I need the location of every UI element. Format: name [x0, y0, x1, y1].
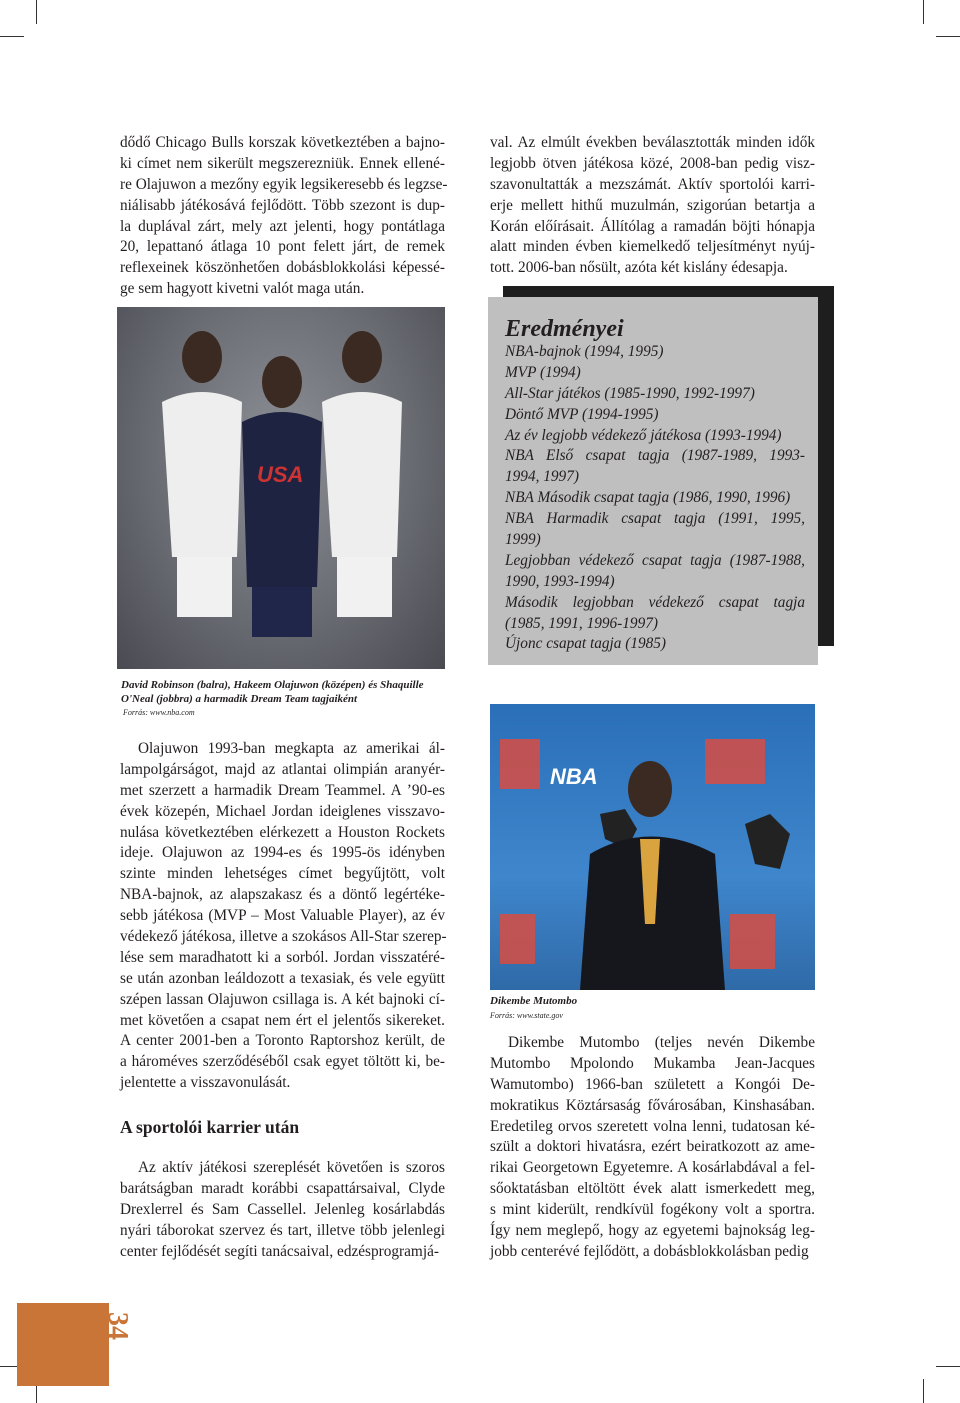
text-line: nyári táborokat szervez és tart, illetve több jelenlegi: [120, 1221, 445, 1239]
text-line: szépen lassan Olajuwon csillaga is. A két bajnoki cí-: [120, 990, 445, 1008]
text-line: la duplával zárt, mely azt jelenti, hogy pontátlaga: [120, 217, 445, 235]
text-line: Döntő MVP (1994-1995): [505, 405, 659, 423]
text-line: Mutombo Mpolondo Mukamba Jean-Jacques: [490, 1054, 815, 1072]
text-line: tott. 2006-ban nősült, azóta két kislány édesapja.: [490, 259, 788, 277]
text-line: alatt minden évben kiemelkedő teljesítményt nyúj-: [490, 238, 815, 256]
text-line: A center 2001-ben a Toronto Raptorshoz került, de: [120, 1032, 445, 1050]
right-para-1: [490, 133, 815, 279]
text-line: dődő Chicago Bulls korszak következtében a bajno-: [120, 134, 445, 151]
text-line: sőoktatásban eltöltött évek alatt ismerkedett meg,: [490, 1180, 815, 1198]
left-para-2: [120, 739, 445, 1094]
text-line: erje mellett hithű muzulmán, szigorúan betartja a: [490, 196, 815, 214]
text-line: lése sem maradhatott ki a sorból. Jordan visszatéré-: [120, 948, 445, 966]
text-line: re Olajuwon a mezőny egyik legsikeresebb és legzse-: [120, 175, 448, 193]
text-line: jelentette a visszavonulását.: [120, 1074, 291, 1092]
text-line: rikai Georgetown Egyetemre. A kosárlabdával a fel-: [490, 1159, 815, 1177]
text-line: met követően a csapat nem ért el jelentős sikereket.: [120, 1011, 445, 1029]
text-line: Második legjobban védekező csapat tagja: [505, 593, 805, 611]
text-line: Korán előírásait. Állítólag a ramadán böjti hónapja: [490, 217, 815, 235]
left-para-3: [120, 1158, 445, 1262]
text-line: 20, lepattanó átlaga 10 pont felett járt, de remek: [120, 238, 445, 256]
text-line: barátságban maradt korábbi csapattársaival, Clyde: [120, 1179, 445, 1197]
text-line: védekező játékosa, illetve a szokásos All-Star szerep-: [120, 928, 447, 946]
crop-mark: [923, 0, 924, 24]
text-line: Olajuwon 1993-ban megkapta az amerikai ál-: [138, 740, 445, 757]
text-line: All-Star játékos (1985-1990, 1992-1997): [505, 384, 755, 402]
dream-team-photo: [117, 307, 445, 669]
crop-mark: [936, 1366, 960, 1367]
text-line: mokratikus Köztársaság fővárosában, Kinshasában.: [490, 1096, 815, 1114]
text-line: NBA Második csapat tagja (1986, 1990, 1996): [505, 489, 791, 507]
photo-source-mutombo: Forrás: www.state.gov: [490, 1011, 563, 1020]
text-line: NBA Harmadik csapat tagja (1991, 1995,: [505, 510, 805, 528]
text-line: legjobb ötven játékosa közé, 2008-ban pedig visz-: [490, 154, 815, 172]
photo-caption-mutombo: Dikembe Mutombo: [490, 995, 578, 1007]
mutombo-photo: [490, 704, 815, 990]
mutombo-illustration: [490, 704, 815, 990]
text-line: sebb játékosa (MVP – Most Valuable Player), az év: [120, 907, 445, 925]
svg-text:USA: USA: [257, 462, 304, 487]
text-line: szinte minden lehetséges címet begyűjtött, volt: [120, 865, 445, 883]
text-line: jobb centerévé fejlődött, a dobásblokkolásban pedig: [490, 1242, 809, 1260]
text-line: Az év legjobb védekező játékosa (1993-1994): [505, 426, 782, 444]
text-line: center fejlődését segíti tanácsaival, edzésprogramjá-: [120, 1242, 439, 1260]
crop-mark: [936, 36, 960, 37]
crop-mark: [36, 0, 37, 24]
text-line: szült a doktori hivatásra, ezért beiratkozott az ame-: [490, 1138, 815, 1156]
text-line: szavonultatták a mezszámát. Aktív sportolói karri-: [490, 175, 815, 193]
text-line: évek közepén, Michael Jordan ideiglenes visszavo-: [120, 802, 445, 820]
text-line: lampolgárságot, majd az atlantai olimpián aranyér-: [120, 760, 445, 778]
page-number-block: [17, 1303, 109, 1386]
text-line: nulása következtében elérkezett a Houston Rockets: [120, 823, 445, 841]
photo-source-dream-team: Forrás: www.nba.com: [123, 708, 195, 717]
section-heading: A sportolói karrier után: [120, 1117, 300, 1137]
text-line: ge sem hagyott kivetni valót maga után.: [120, 280, 365, 298]
photo-caption-dream-team: David Robinson (balra), Hakeem Olajuwon (középen) és Shaquille O'Neal (jobbra) a harmadik Dream Team tagjaiként: [121, 679, 424, 705]
text-line: Az aktív játékosi szereplését követően is szoros: [138, 1159, 445, 1176]
text-line: Legjobban védekező csapat tagja (1987-1988,: [505, 551, 805, 569]
text-line: met szerzett a harmadik Dream Teammel. A ’90-es: [120, 781, 445, 799]
text-line: NBA Első csapat tagja (1987-1989, 1993-: [505, 447, 805, 465]
text-line: s mint kiderült, rendkívül fogékony volt a sportra.: [490, 1201, 815, 1219]
right-para-2: [490, 1033, 815, 1263]
text-line: 1990, 1993-1994): [505, 572, 615, 590]
crop-mark: [0, 36, 24, 37]
achievements-title: Eredményei: [505, 316, 624, 342]
left-para-1: [120, 133, 448, 300]
text-line: niálisabb játékosává fejlődött. Több szezont is dup-: [120, 196, 445, 214]
text-line: ideje. Olajuwon az 1994-es és 1995-ös idényben: [120, 844, 445, 862]
text-line: Eredetileg orvos szeretett volna lenni, tudatosan ké-: [490, 1117, 815, 1135]
text-line: NBA-bajnok, az alapszakasz és a döntő legértéke-: [120, 886, 445, 904]
text-line: a hároméves szerződéséből csak egyet töltött ki, be-: [120, 1053, 445, 1071]
text-line: 1999): [505, 531, 541, 549]
text-line: ki címet nem sikerült megszerezniük. Ennek ellené-: [120, 154, 445, 172]
text-line: reflexeinek köszönhetően dobásblokkolási képessé-: [120, 259, 445, 277]
players-illustration: [117, 307, 445, 669]
text-line: val. Az elmúlt években beválasztották minden idők: [490, 134, 815, 151]
crop-mark: [923, 1379, 924, 1403]
text-line: se után azonban leáldozott a texasiak, és vele együtt: [120, 969, 445, 987]
text-line: MVP (1994): [505, 363, 581, 381]
achievements-list: [505, 342, 805, 655]
text-line: Wamutombo) 1966-ban született a Kongói De-: [490, 1075, 815, 1093]
text-line: Dikembe Mutombo (teljes nevén Dikembe: [508, 1034, 815, 1051]
svg-text:NBA: NBA: [550, 764, 598, 789]
text-line: Drexlerrel és Sam Cassellel. Jelenleg kosárlabdás: [120, 1200, 445, 1218]
page-number: 34: [102, 1312, 133, 1340]
text-line: (1985, 1991, 1996-1997): [505, 614, 658, 632]
text-line: Újonc csapat tagja (1985): [505, 635, 667, 653]
text-line: 1994, 1997): [505, 468, 579, 486]
text-line: Így nem meglepő, hogy az egyetemi bajnokság leg-: [490, 1222, 815, 1240]
text-line: NBA-bajnok (1994, 1995): [505, 343, 664, 360]
